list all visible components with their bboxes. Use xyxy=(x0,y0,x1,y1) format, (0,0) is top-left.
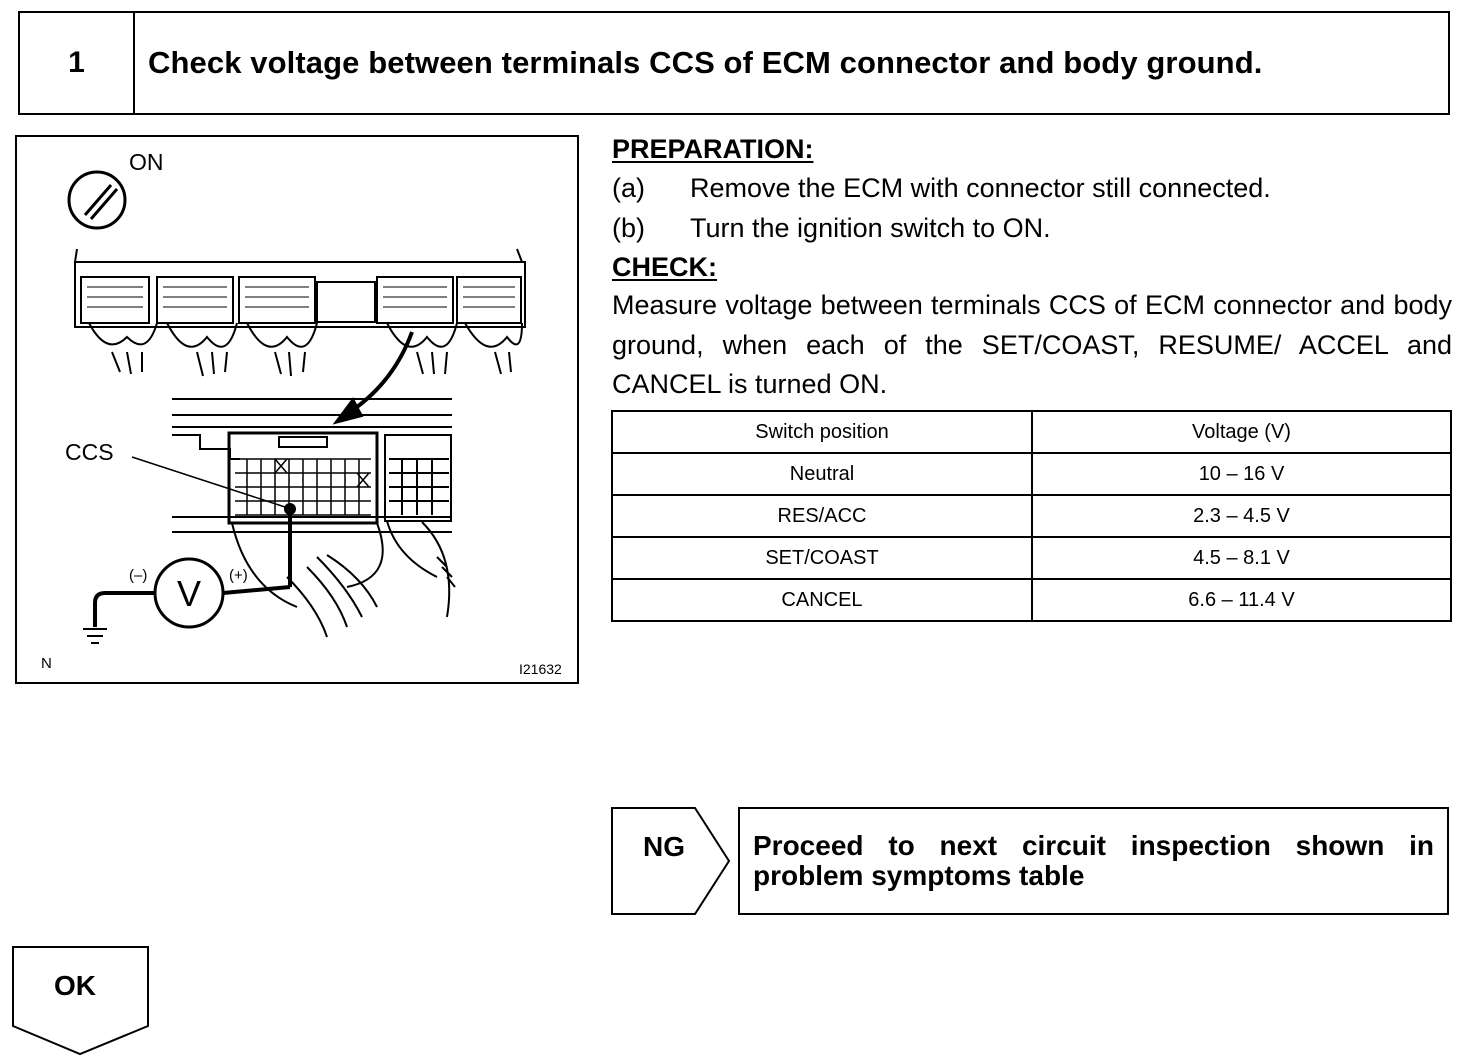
check-text: Measure voltage between terminals CCS of ECM connector and body ground, when each of the SET/COAST, RESUME/ ACCEL and CANCEL is turned ON. xyxy=(612,290,1452,399)
preparation-heading: PREPARATION: xyxy=(612,134,814,164)
preparation-step xyxy=(612,168,1452,208)
column-header: Voltage (V) xyxy=(1032,411,1451,453)
voltage-spec-table xyxy=(611,410,1452,622)
preparation-step xyxy=(612,208,1452,248)
ng-arrow-box xyxy=(611,807,731,915)
switch-position-cell: SET/COAST xyxy=(612,537,1032,579)
ng-result-box: Proceed to next circuit inspection shown in problem symptoms table xyxy=(738,807,1449,915)
ok-label: OK xyxy=(54,970,96,1001)
step-label: (b) xyxy=(612,213,645,243)
table-row xyxy=(612,453,1451,495)
switch-position-cell: RES/ACC xyxy=(612,495,1032,537)
step-header xyxy=(18,11,1450,115)
table-row xyxy=(612,495,1451,537)
voltmeter-symbol: V xyxy=(177,573,202,614)
ecm-connectors xyxy=(81,277,521,323)
switch-position-cell: Neutral xyxy=(612,453,1032,495)
procedure-text xyxy=(612,130,1452,405)
ok-arrow-box xyxy=(12,946,150,1056)
voltage-cell: 10 – 16 V xyxy=(1032,453,1451,495)
negative-lead-label: (–) xyxy=(129,567,148,584)
ecm-diagram xyxy=(17,137,581,686)
check-heading: CHECK: xyxy=(612,252,717,282)
switch-position-cell: CANCEL xyxy=(612,579,1032,621)
ccs-leader-line xyxy=(132,457,285,507)
step-title: Check voltage between terminals CCS of ECM connector and body ground. xyxy=(148,45,1263,80)
voltage-cell: 6.6 – 11.4 V xyxy=(1032,579,1451,621)
voltage-cell: 2.3 – 4.5 V xyxy=(1032,495,1451,537)
figure-corner-label: N xyxy=(41,655,52,672)
voltage-cell: 4.5 – 8.1 V xyxy=(1032,537,1451,579)
table-row xyxy=(612,579,1451,621)
step-number: 1 xyxy=(20,13,135,113)
figure-id: I21632 xyxy=(519,661,562,677)
ignition-on-label: ON xyxy=(129,149,164,175)
positive-lead-label: (+) xyxy=(229,567,248,584)
table-row xyxy=(612,537,1451,579)
column-header: Switch position xyxy=(612,411,1032,453)
ecm-connector-illustration xyxy=(15,135,579,684)
ng-label: NG xyxy=(643,831,685,862)
ccs-terminal-label: CCS xyxy=(65,439,114,465)
step-text: Remove the ECM with connector still connected. xyxy=(690,173,1271,203)
table-header-row xyxy=(612,411,1451,453)
step-text: Turn the ignition switch to ON. xyxy=(690,213,1051,243)
step-label: (a) xyxy=(612,173,645,203)
